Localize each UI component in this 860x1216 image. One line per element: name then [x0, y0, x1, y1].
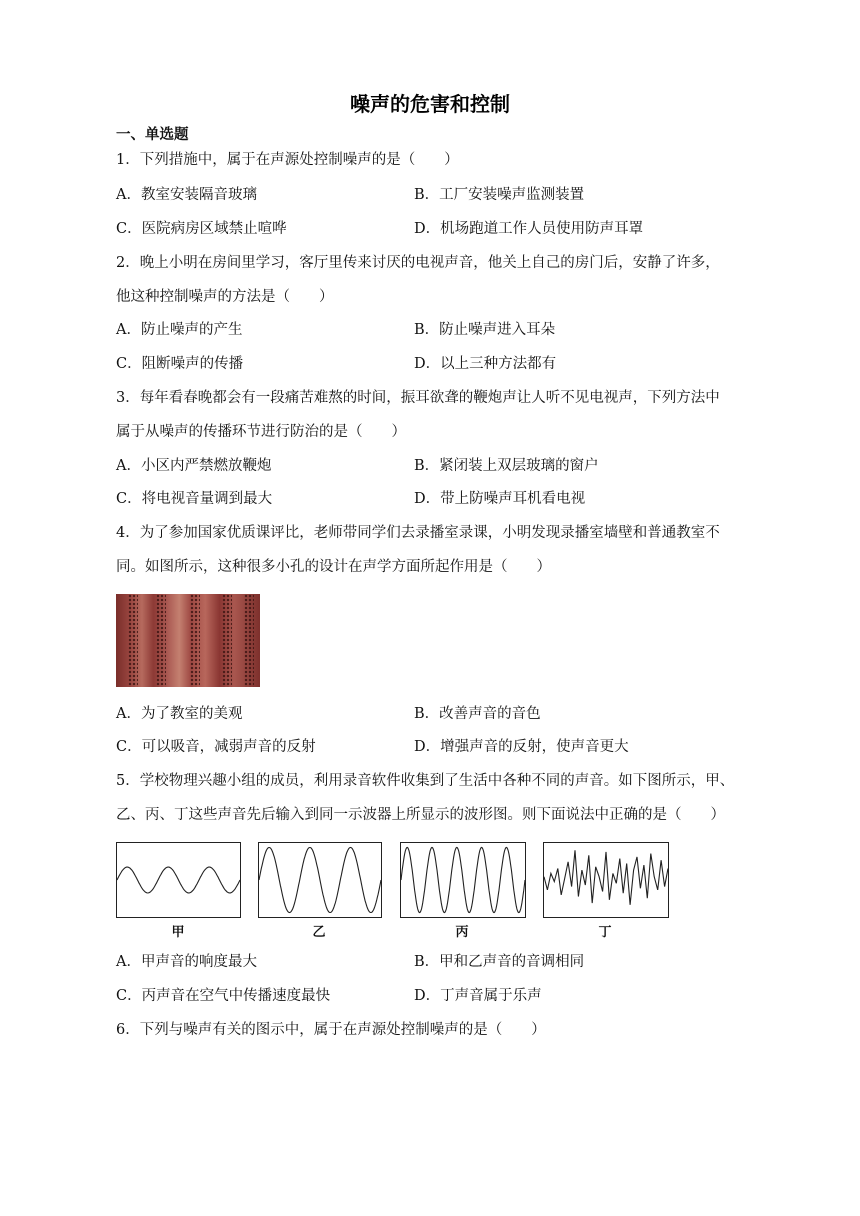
- question-3-option-b[interactable]: B．紧闭装上双层玻璃的窗户: [414, 458, 599, 474]
- question-5-option-b[interactable]: B．甲和乙声音的音调相同: [414, 954, 585, 970]
- question-3-stem-line-2: 属于从噪声的传播环节进行防治的是（ ）: [116, 424, 406, 440]
- question-2-option-a[interactable]: A．防止噪声的产生: [116, 322, 243, 338]
- document-title: 噪声的危害和控制: [350, 92, 510, 116]
- waveform-bing-label: 丙: [455, 925, 469, 940]
- perforated-wall-photo: [116, 594, 260, 687]
- question-3-option-a[interactable]: A．小区内严禁燃放鞭炮: [116, 458, 272, 474]
- question-5-stem-line-2: 乙、丙、丁这些声音先后输入到同一示波器上所显示的波形图。则下面说法中正确的是（ ）: [116, 807, 725, 823]
- section-heading: 一、单选题: [116, 127, 189, 143]
- waveform-ding: [544, 843, 668, 917]
- waveform-ding-label: 丁: [598, 925, 612, 940]
- waveform-ding-box: [543, 842, 669, 918]
- question-4-option-d[interactable]: D．增强声音的反射，使声音更大: [414, 739, 629, 755]
- waveform-bing: [401, 843, 525, 917]
- waveform-trace: [544, 850, 668, 905]
- waveform-jia-label: 甲: [171, 925, 185, 940]
- waveform-yi: [259, 843, 381, 917]
- waveform-yi-label: 乙: [312, 925, 326, 940]
- question-1-stem: 1．下列措施中，属于在声源处控制噪声的是（ ）: [116, 152, 459, 168]
- question-6-stem: 6．下列与噪声有关的图示中，属于在声源处控制噪声的是（ ）: [116, 1022, 546, 1038]
- question-1-option-b[interactable]: B．工厂安装噪声监测装置: [414, 187, 585, 203]
- waveform-bing-box: [400, 842, 526, 918]
- waveform-trace: [117, 867, 240, 893]
- question-5-stem-line-1: 5．学校物理兴趣小组的成员，利用录音软件收集到了生活中各种不同的声音。如下图所示，甲、: [116, 773, 735, 789]
- question-5-option-a[interactable]: A．甲声音的响度最大: [116, 954, 257, 970]
- waveform-yi-box: [258, 842, 382, 918]
- question-2-option-c[interactable]: C．阻断噪声的传播: [116, 356, 244, 372]
- question-4-option-c[interactable]: C．可以吸音，减弱声音的反射: [116, 739, 316, 755]
- question-2-stem-line-2: 他这种控制噪声的方法是（ ）: [116, 289, 334, 305]
- waveform-jia: [117, 843, 240, 917]
- waveform-trace: [259, 847, 381, 912]
- question-2-option-d[interactable]: D．以上三种方法都有: [414, 356, 557, 372]
- question-1-option-a[interactable]: A．教室安装隔音玻璃: [116, 187, 257, 203]
- question-4-stem-line-1: 4．为了参加国家优质课评比，老师带同学们去录播室录课，小明发现录播室墙壁和普通教室不: [116, 525, 720, 541]
- question-1-option-d[interactable]: D．机场跑道工作人员使用防声耳罩: [414, 221, 644, 237]
- question-2-stem-line-1: 2．晚上小明在房间里学习，客厅里传来讨厌的电视声音，他关上自己的房门后，安静了许多，: [116, 255, 720, 271]
- question-4-option-a[interactable]: A．为了教室的美观: [116, 706, 243, 722]
- waveform-jia-box: [116, 842, 241, 918]
- waveform-trace: [401, 847, 525, 912]
- question-3-option-c[interactable]: C．将电视音量调到最大: [116, 491, 273, 507]
- question-1-option-c[interactable]: C．医院病房区域禁止喧哗: [116, 221, 287, 237]
- question-4-option-b[interactable]: B．改善声音的音色: [414, 706, 541, 722]
- question-3-stem-line-1: 3．每年看春晚都会有一段痛苦难熬的时间，振耳欲聋的鞭炮声让人听不见电视声，下列方法中: [116, 390, 720, 406]
- question-2-option-b[interactable]: B．防止噪声进入耳朵: [414, 322, 556, 338]
- question-5-option-c[interactable]: C．丙声音在空气中传播速度最快: [116, 988, 331, 1004]
- question-4-stem-line-2: 同。如图所示，这种很多小孔的设计在声学方面所起作用是（ ）: [116, 559, 551, 575]
- question-3-option-d[interactable]: D．带上防噪声耳机看电视: [414, 491, 586, 507]
- question-5-option-d[interactable]: D．丁声音属于乐声: [414, 988, 542, 1004]
